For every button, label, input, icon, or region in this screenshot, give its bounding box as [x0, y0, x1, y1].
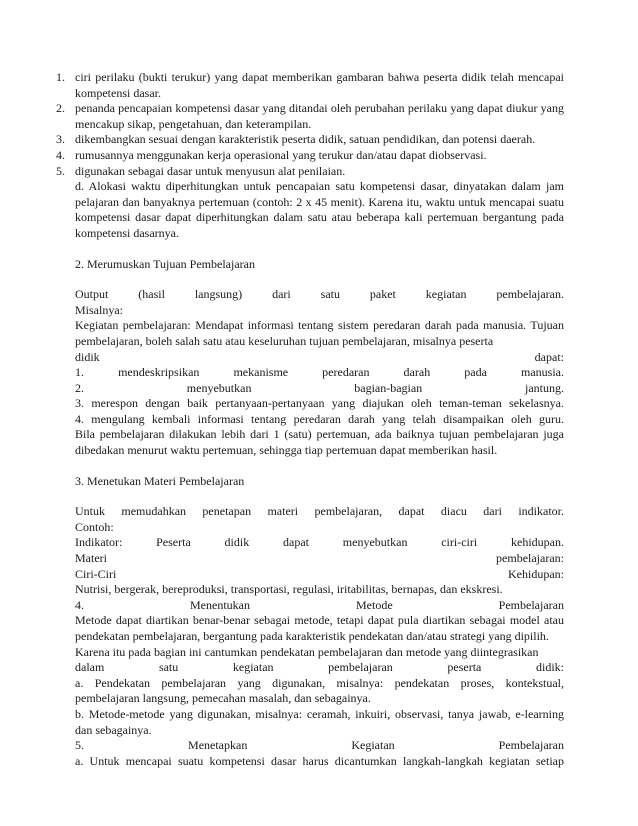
misalnya-label: Misalnya: — [75, 302, 123, 317]
didik-right: dapat: — [534, 349, 564, 364]
body-text — [75, 179, 564, 769]
bila-paragraph: Bila pembelajaran dilakukan lebih dari 1 (satu) pertemuan, ada baiknya tujuan pembelajaran juga dibedakan menurut waktu pertemuan, sehingga tiap pertemuan dapat memberikan hasil. — [75, 427, 564, 458]
kegiatan-paragraph: Kegiatan pembelajaran: Mendapat informasi tentang sistem peredaran darah pada manusia. Tujuan pembelajaran, boleh salah satu atau keseluruhan tujuan pembelajaran, misalnya peserta — [75, 318, 564, 348]
didik-left: didik — [75, 349, 100, 364]
alokasi-waktu-paragraph: d. Alokasi waktu diperhitungkan untuk pencapaian satu kompetensi dasar, dinyatakan dalam jam pelajaran dan banyaknya pertemuan (contoh: 2 x 45 menit). Karena itu, waktu untuk mencapai suatu kompetensi dasar dapat diperhitungkan dalam satu atau beberapa kali pertemuan bergantung pada kompetensi dasarnya. — [75, 179, 564, 240]
objective-item: 4. mengulang kembali informasi tentang peredaran darah yang telah disampaikan oleh guru. — [75, 411, 564, 426]
indikator-line: Indikator: Peserta didik dapat menyebutkan ciri-ciri kehidupan. — [75, 535, 564, 550]
objective-item: 2. menyebutkan bagian-bagian jantung. — [75, 380, 564, 395]
objective-item: 1. mendeskripsikan mekanisme peredaran darah pada manusia. — [75, 365, 564, 380]
materi-right: pembelajaran: — [496, 551, 564, 566]
list-number: 3. — [56, 132, 65, 147]
indicator-criteria-list — [56, 70, 564, 179]
list-text: dikembangkan sesuai dengan karakteristik peserta didik, satuan pendidikan, dan potensi daerah. — [75, 132, 536, 147]
point-a-paragraph: a. Pendekatan pembelajaran yang digunakan, misalnya: pendekatan proses, kontekstual, pembelajaran langsung, pemecahan masalah, dan sebagainya. — [75, 675, 564, 706]
metode-paragraph: Metode dapat diartikan benar-benar sebagai metode, tetapi dapat pula diartikan sebagai model atau pendekatan pembelajaran, bergantung pada karakteristik pendekatan dan/atau strategi yang dipilih. — [75, 613, 564, 643]
list-item — [56, 132, 564, 148]
karena-line-2: dalam satu kegiatan pembelajaran peserta didik: — [75, 660, 564, 675]
page-content — [56, 70, 564, 769]
list-number: 2. — [56, 101, 65, 116]
list-text: digunakan sebagai dasar untuk menyusun alat penilaian. — [75, 163, 346, 178]
ciri-right: Kehidupan: — [508, 566, 564, 581]
ciri-left: Ciri-Ciri — [75, 566, 117, 581]
kegiatan-heading-line: 5. Menetapkan Kegiatan Pembelajaran — [75, 738, 564, 753]
list-item — [56, 70, 564, 101]
list-number: 4. — [56, 147, 65, 162]
point-b-paragraph: b. Metode-metode yang digunakan, misalnya: ceramah, inkuiri, observasi, tanya jawab, e-learning dan sebagainya. — [75, 706, 564, 737]
metode-heading-line: 4. Menentukan Metode Pembelajaran — [75, 597, 564, 612]
ciri-line — [75, 567, 564, 583]
karena-line: Karena itu pada bagian ini cantumkan pendekatan pembelajaran dan metode yang diintegrasikan — [75, 644, 539, 659]
last-line: a. Untuk mencapai suatu kompetensi dasar harus dicantumkan langkah-langkah kegiatan setiap — [75, 753, 564, 768]
untuk-line: Untuk memudahkan penetapan materi pembelajaran, dapat diacu dari indikator. — [75, 504, 564, 519]
list-item — [56, 101, 564, 132]
list-number: 1. — [56, 70, 65, 84]
output-line: Output (hasil langsung) dari satu paket kegiatan pembelajaran. — [75, 287, 564, 302]
section-3-heading: 3. Menetukan Materi Pembelajaran — [75, 473, 245, 488]
list-item — [56, 148, 564, 164]
nutrisi-line: Nutrisi, bergerak, bereproduksi, transportasi, regulasi, iritabilitas, bernapas, dan ekskresi. — [75, 582, 503, 597]
list-text: ciri perilaku (bukti terukur) yang dapat memberikan gambaran bahwa peserta didik telah mencapai kompetensi dasar. — [75, 70, 564, 100]
list-number: 5. — [56, 163, 65, 178]
list-item — [56, 164, 564, 180]
materi-line — [75, 551, 564, 567]
materi-left: Materi — [75, 551, 107, 566]
contoh-label: Contoh: — [75, 519, 114, 534]
didik-line — [75, 350, 564, 366]
list-text: rumusannya menggunakan kerja operasional yang terukur dan/atau dapat diobservasi. — [75, 147, 487, 162]
objective-item: 3. merespon dengan baik pertanyaan-pertanyaan yang diajukan oleh teman-teman sekelasnya. — [75, 396, 564, 411]
list-text: penanda pencapaian kompetensi dasar yang ditandai oleh perubahan perilaku yang dapat diukur yang mencakup sikap, pengetahuan, dan keterampilan. — [75, 101, 564, 131]
section-2-heading: 2. Merumuskan Tujuan Pembelajaran — [75, 256, 255, 271]
